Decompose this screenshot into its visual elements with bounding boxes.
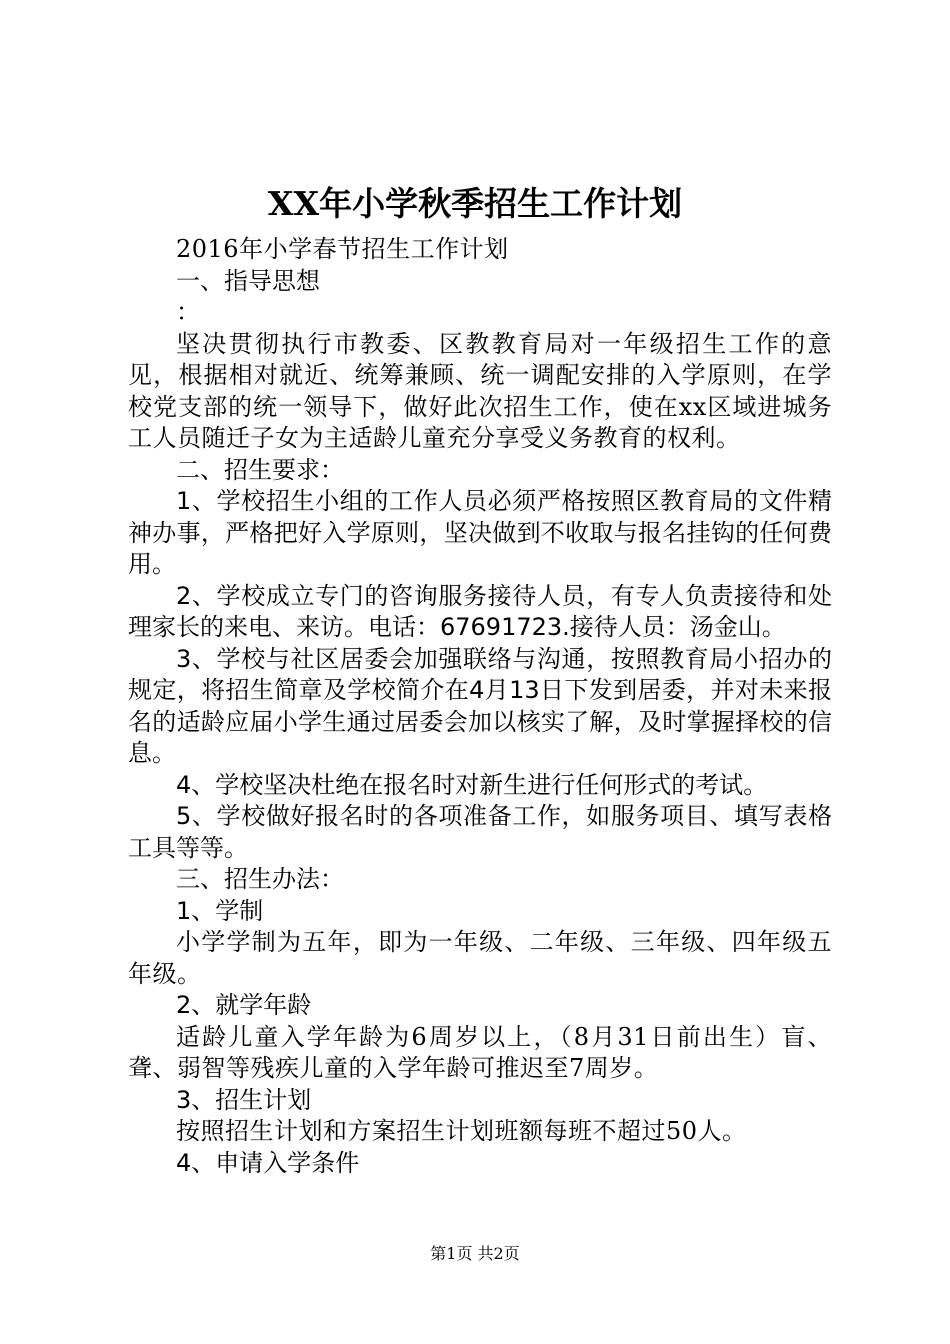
heading-school-age: 2、就学年龄 bbox=[176, 991, 312, 1019]
heading-enrollment-requirements: 二、招生要求： bbox=[176, 455, 344, 484]
paragraph-enrollment-plan: 按照招生计划和方案招生计划班额每班不超过50人。 bbox=[176, 1117, 747, 1145]
paragraph-subtitle: 2016年小学春节招生工作计划 bbox=[176, 235, 509, 263]
paragraph-requirement-4: 4、学校坚决杜绝在报名时对新生进行任何形式的考试。 bbox=[176, 770, 768, 799]
document-body bbox=[128, 234, 832, 1179]
heading-guiding-ideology: 一、指导思想 bbox=[176, 266, 320, 295]
heading-school-system: 1、学制 bbox=[176, 896, 264, 925]
paragraph-requirement-5: 5、学校做好报名时的各项准备工作，如服务项目、填写表格工具等等。 bbox=[128, 802, 832, 862]
paragraph-requirement-2: 2、学校成立专门的咨询服务接待人员，有专人负责接待和处理家长的来电、来访。电话：67691723.接待人员：汤金山。 bbox=[128, 581, 832, 641]
heading-enrollment-methods: 三、招生办法： bbox=[176, 865, 344, 893]
paragraph-colon: ： bbox=[176, 298, 200, 326]
paragraph-school-system: 小学学制为五年，即为一年级、二年级、三年级、四年级五年级。 bbox=[128, 928, 832, 988]
paragraph-school-age: 适龄儿童入学年龄为6周岁以上，（8月31日前出生）盲、聋、弱智等残疾儿童的入学年龄可推迟至7周岁。 bbox=[128, 1022, 832, 1082]
page-number-footer: 第1页 共2页 bbox=[430, 1244, 520, 1263]
heading-enrollment-plan: 3、招生计划 bbox=[176, 1085, 312, 1114]
paragraph-guiding-ideology: 坚决贯彻执行市教委、区教教育局对一年级招生工作的意见，根据相对就近、统筹兼顾、统一调配安排的入学原则，在学校党支部的统一领导下，做好此次招生工作，使在xx区域进城务工人员随迁子女为主适龄儿童充分享受义务教育的权利。 bbox=[128, 329, 832, 452]
document-title: XX年小学秋季招生工作计划 bbox=[267, 184, 683, 223]
heading-admission-conditions: 4、申请入学条件 bbox=[176, 1148, 360, 1177]
paragraph-requirement-1: 1、学校招生小组的工作人员必须严格按照区教育局的文件精神办事，严格把好入学原则，坚决做到不收取与报名挂钩的任何费用。 bbox=[128, 487, 832, 578]
paragraph-requirement-3: 3、学校与社区居委会加强联络与沟通，按照教育局小招办的规定，将招生简章及学校简介在4月13日下发到居委，并对未来报名的适龄应届小学生通过居委会加以核实了解，及时掌握择校的信息。 bbox=[128, 644, 832, 767]
